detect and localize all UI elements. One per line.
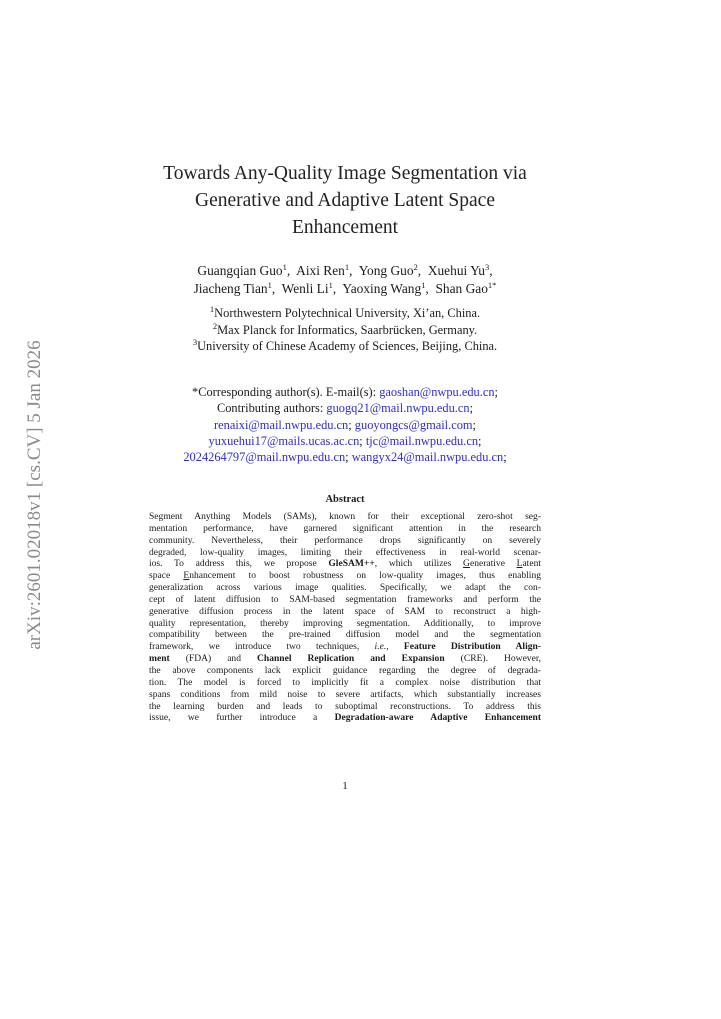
contributing-label: Contributing authors: bbox=[216, 401, 327, 416]
abstract-text-run: degraded, low-quality images, limiting their effectiveness in real-world scenar- bbox=[149, 546, 541, 558]
abstract-text-run: E bbox=[183, 570, 190, 582]
contact-block bbox=[120, 384, 570, 465]
abstract-line bbox=[149, 558, 541, 570]
abstract-text-run: atent bbox=[522, 558, 541, 570]
affiliation bbox=[120, 305, 570, 322]
author-line bbox=[120, 262, 570, 280]
author-affiliation-mark: 1 bbox=[328, 280, 333, 290]
abstract-text-run: (FDA) and bbox=[169, 653, 258, 665]
affiliation-text: Max Planck for Informatics, Saarbrücken, Germany. bbox=[217, 322, 478, 337]
abstract-line bbox=[149, 665, 541, 677]
abstract-text-run: generative diffusion process in the latent space of SAM to reconstruct a high- bbox=[149, 605, 541, 617]
abstract-text-run: , bbox=[386, 641, 404, 653]
affiliation-text: University of Chinese Academy of Sciences, Beijing, China. bbox=[197, 339, 498, 353]
affiliation-mark: 1 bbox=[209, 304, 215, 314]
paper-title bbox=[120, 160, 570, 241]
email-link[interactable]: gaoshan@nwpu.edu.cn bbox=[379, 385, 495, 399]
arxiv-identifier-text: arXiv:2601.02018v1 [cs.CV] 5 Jan 2026 bbox=[24, 340, 45, 650]
title-line: Towards Any-Quality Image Segmentation via bbox=[163, 163, 527, 184]
abstract-text-run: the learning burden and leads to suboptimal reconstructions. To address this bbox=[149, 700, 541, 712]
email-line: renaixi@mail.nwpu.edu.cn; guoyongcs@gmail.com; bbox=[214, 417, 476, 432]
author-separator: , bbox=[425, 281, 436, 296]
abstract-line bbox=[149, 618, 541, 630]
affiliations bbox=[120, 305, 570, 355]
abstract-text-run: mentation performance, have garnered significant attention in the research bbox=[149, 522, 541, 534]
abstract-text-run: community. Nevertheless, their performance drops significantly on severely bbox=[149, 534, 541, 546]
author-affiliation-mark: 3 bbox=[484, 262, 490, 272]
author-name: Jiacheng Tian bbox=[193, 281, 268, 296]
affiliation-mark: 3 bbox=[192, 337, 198, 347]
author-separator: , bbox=[349, 263, 359, 278]
abstract-text-run: ios. To address this, we propose bbox=[149, 558, 329, 570]
title-line: Generative and Adaptive Latent Space bbox=[195, 190, 495, 211]
abstract-text-run: enerative bbox=[469, 558, 517, 570]
affiliation bbox=[120, 322, 570, 339]
abstract-text-run: cept of latent diffusion to SAM-based segmentation frameworks and perform the bbox=[149, 593, 541, 605]
abstract-text-run: space bbox=[149, 570, 184, 582]
abstract-text-run: Degradation-aware Adaptive Enhancement bbox=[334, 712, 542, 724]
author-separator: , bbox=[271, 281, 282, 296]
email-link[interactable]: guoyongcs@gmail.com bbox=[354, 417, 473, 432]
abstract-line bbox=[149, 653, 541, 665]
email-link[interactable]: guogq21@mail.nwpu.edu.cn bbox=[326, 401, 470, 416]
affiliation-text: Northwestern Polytechnical University, Xi’an, China. bbox=[214, 306, 481, 320]
abstract-line bbox=[149, 511, 541, 523]
abstract-line bbox=[149, 712, 541, 724]
title-line: Enhancement bbox=[291, 217, 399, 238]
author-affiliation-mark: 1* bbox=[487, 280, 497, 290]
abstract-text-run: compatibility between the pre-trained diffusion model and the segmentation bbox=[149, 629, 541, 641]
author-separator: , bbox=[332, 281, 343, 296]
abstract-text-run: issue, we further introduce a bbox=[149, 712, 335, 724]
abstract-text-run: i.e. bbox=[374, 641, 387, 653]
abstract-text-run: Segment Anything Models (SAMs), known for their exceptional zero-shot seg- bbox=[149, 511, 541, 522]
contributing-authors-line: Contributing authors: guogq21@mail.nwpu.edu.cn; bbox=[216, 401, 474, 416]
corresponding-author-line: *Corresponding author(s). E-mail(s): gaoshan@nwpu.edu.cn; bbox=[192, 385, 498, 399]
author-name: Yong Guo bbox=[358, 263, 414, 278]
email-link[interactable]: tjc@mail.nwpu.edu.cn bbox=[365, 433, 479, 448]
author-list bbox=[120, 262, 570, 298]
abstract-line bbox=[149, 582, 541, 594]
abstract-text-run: GleSAM++ bbox=[328, 558, 375, 570]
author-affiliation-mark: 1 bbox=[282, 262, 287, 272]
abstract-text-run: spans conditions from mild noise to severe artifacts, which substantially increases bbox=[149, 688, 541, 700]
author-affiliation-mark: 2 bbox=[413, 262, 418, 272]
abstract-text-run: , which utilizes bbox=[374, 558, 464, 570]
author-separator: , bbox=[489, 263, 493, 278]
author-name: Yaoxing Wang bbox=[342, 281, 422, 296]
abstract-text-run: framework, we introduce two techniques, bbox=[149, 641, 375, 653]
corresponding-label: *Corresponding author(s). E-mail(s): bbox=[192, 385, 380, 399]
affiliation bbox=[120, 338, 570, 355]
abstract-text-run: quality representation, thereby improving segmentation. Additionally, to improve bbox=[149, 617, 541, 629]
page-number: 1 bbox=[342, 780, 348, 792]
abstract-text-run: ment bbox=[149, 653, 170, 665]
abstract-text-run: the above components lack explicit guidance regarding the degree of degrada- bbox=[149, 664, 541, 676]
email-link[interactable]: yuxuehui17@mails.ucas.ac.cn bbox=[208, 433, 360, 448]
abstract-text-run: (CRE). However, bbox=[444, 653, 541, 665]
abstract-heading: Abstract bbox=[325, 494, 365, 505]
abstract-line bbox=[149, 677, 541, 689]
abstract-line bbox=[149, 535, 541, 547]
abstract-line bbox=[149, 606, 541, 618]
abstract-text-run: tion. The model is forced to implicitly fit a complex noise distribution that bbox=[149, 676, 541, 688]
author-affiliation-mark: 1 bbox=[421, 280, 426, 290]
author-name: Xuehui Yu bbox=[427, 263, 485, 278]
abstract-text-run: L bbox=[516, 558, 523, 570]
author-name: Shan Gao bbox=[435, 281, 488, 296]
email-link[interactable]: wangyx24@mail.nwpu.edu.cn bbox=[351, 450, 504, 465]
abstract-line bbox=[149, 547, 541, 559]
abstract-line bbox=[149, 641, 541, 653]
email-link[interactable]: renaixi@mail.nwpu.edu.cn bbox=[214, 417, 349, 432]
affiliation-mark: 2 bbox=[212, 320, 218, 331]
abstract-line bbox=[149, 701, 541, 713]
abstract-text-run: generalization across various image qualities. Specifically, we adapt the con- bbox=[149, 582, 541, 594]
abstract-line bbox=[149, 629, 541, 641]
email-link[interactable]: 2024264797@mail.nwpu.edu.cn bbox=[183, 450, 346, 465]
author-name: Wenli Li bbox=[281, 281, 329, 296]
abstract-line bbox=[149, 523, 541, 535]
author-separator: , bbox=[286, 263, 297, 278]
abstract-line bbox=[149, 594, 541, 606]
abstract-text-run: nhancement to boost robustness on low-quality images, thus enabling bbox=[189, 570, 541, 582]
arxiv-identifier-sidebar bbox=[22, 305, 48, 685]
abstract-body bbox=[149, 511, 541, 724]
abstract-text-run: Channel Replication and Expansion bbox=[257, 653, 445, 665]
abstract-text-run: G bbox=[463, 558, 470, 570]
abstract-line bbox=[149, 570, 541, 582]
author-separator: , bbox=[417, 263, 428, 278]
author-name: Guangqian Guo bbox=[197, 263, 283, 278]
author-name: Aixi Ren bbox=[296, 263, 345, 278]
email-line: 2024264797@mail.nwpu.edu.cn; wangyx24@mail.nwpu.edu.cn; bbox=[183, 450, 507, 465]
author-affiliation-mark: 1 bbox=[267, 280, 272, 290]
abstract-text-run: Feature Distribution Align- bbox=[403, 641, 541, 653]
email-line: yuxuehui17@mails.ucas.ac.cn; tjc@mail.nwpu.edu.cn; bbox=[208, 433, 482, 448]
author-affiliation-mark: 1 bbox=[344, 262, 350, 272]
author-line bbox=[120, 280, 570, 298]
abstract-line bbox=[149, 689, 541, 701]
